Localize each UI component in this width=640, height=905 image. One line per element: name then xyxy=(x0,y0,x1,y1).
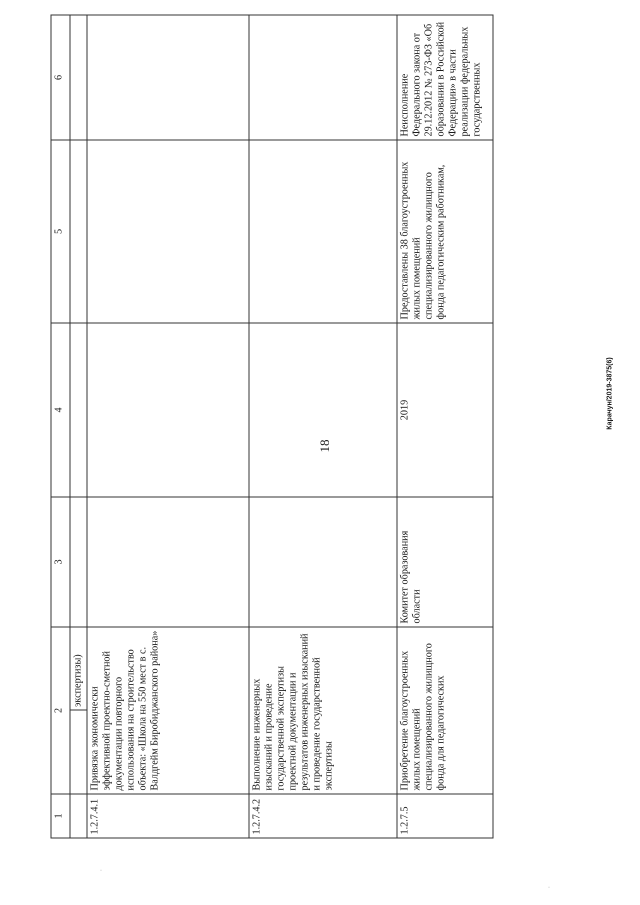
row-description: экспертизы) xyxy=(70,627,87,711)
row-result xyxy=(87,140,249,323)
header-col-5: 5 xyxy=(51,140,70,323)
row-consequence xyxy=(249,15,397,140)
row-executor xyxy=(70,497,87,627)
sub-cell xyxy=(70,711,87,795)
table-row xyxy=(249,15,397,838)
row-consequence xyxy=(70,15,87,140)
row-result xyxy=(70,140,87,323)
header-col-1: 1 xyxy=(51,794,70,838)
header-col-3: 3 xyxy=(51,497,70,627)
row-year xyxy=(70,323,87,497)
row-number xyxy=(70,794,87,838)
document-stamp: Карачун/2019-3875(6) xyxy=(606,357,614,430)
table-row xyxy=(397,15,493,838)
header-col-2: 2 xyxy=(51,627,70,794)
page-number: 18 xyxy=(317,439,332,453)
row-number: 1.2.7.4.2 xyxy=(249,794,397,838)
row-result: Предоставлены 38 благоустроенных жилых помещений специализированного жилищного фонда педагогическим работникам, xyxy=(397,140,493,323)
row-year: 2019 xyxy=(397,323,493,497)
row-executor xyxy=(249,497,397,627)
table-row xyxy=(70,15,87,838)
scan-dot: · xyxy=(100,868,102,874)
row-consequence: Неисполнение Федерального закона от 29.12.2012 № 273-ФЗ «Об образовании в Российской Федерации» в части реализации федеральных государственных xyxy=(397,15,493,140)
row-description: Привязка экономически эффективной проектно-сметной документации повторного использования на строительство объекта: «Школа на 550 мест в с. Валдгейм Биробиджанского района» xyxy=(87,627,249,794)
row-description: Выполнение инженерных изысканий и проведение государственной экспертизы проектной документации и результатов инженерных изысканий и проведение государственной экспертизы xyxy=(249,627,397,794)
program-table xyxy=(50,15,493,839)
row-consequence xyxy=(87,15,249,140)
row-executor: Комитет образования области xyxy=(397,497,493,627)
row-result xyxy=(249,140,397,323)
row-year xyxy=(249,323,397,497)
table-row xyxy=(87,15,249,838)
row-number: 1.2.7.5 xyxy=(397,794,493,838)
header-col-6: 6 xyxy=(51,15,70,140)
row-number: 1.2.7.4.1 xyxy=(87,794,249,838)
row-year xyxy=(87,323,249,497)
scan-dot: · xyxy=(548,885,550,891)
rotated-table xyxy=(50,21,510,839)
header-row xyxy=(51,15,70,838)
row-description: Приобретение благоустроенных жилых помещений специализированного жилищного фонда для педагогических xyxy=(397,627,493,794)
row-executor xyxy=(87,497,249,627)
header-col-4: 4 xyxy=(51,323,70,497)
